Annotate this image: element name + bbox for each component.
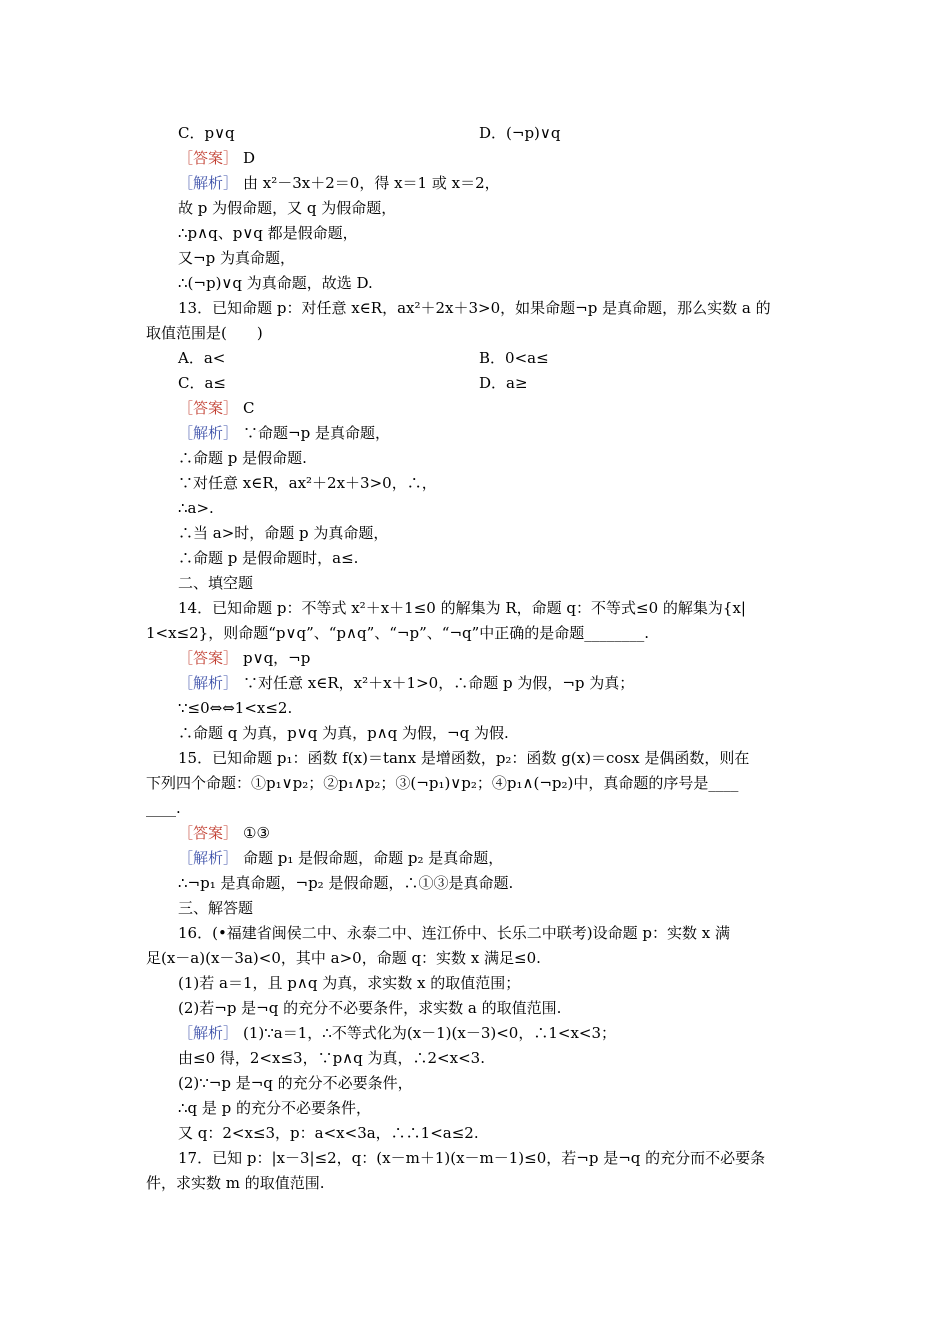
answer-text: p∨q，¬p [243, 649, 311, 667]
analysis-tag: ［解析］ [178, 174, 239, 192]
question-16-part1: (1)若 a＝1，且 p∧q 为真，求实数 x 的取值范围； [178, 974, 521, 992]
analysis-text: 命题 p₁ 是假命题，命题 p₂ 是真命题， [243, 849, 504, 867]
question-15-cont: ____. [146, 799, 181, 817]
analysis-text: ∴命题 p 是假命题时，a≤. [178, 549, 359, 567]
analysis-text: ∵对任意 x∈R，ax²＋2x＋3>0，∴， [178, 474, 437, 492]
analysis-tag: ［解析］ [178, 424, 239, 442]
analysis-text: ∵≤0⇔⇔1<x≤2. [178, 699, 293, 717]
analysis-text: ∴a>. [178, 499, 214, 517]
question-15: 15．已知命题 p₁：函数 f(x)＝tanx 是增函数，p₂：函数 g(x)＝cosx 是偶函数，则在 [178, 749, 750, 767]
answer-tag: ［答案］ [178, 824, 239, 842]
analysis-text: 由 x²－3x＋2＝0，得 x＝1 或 x＝2， [243, 174, 500, 192]
question-15-cont: 下列四个命题：①p₁∨p₂；②p₁∧p₂；③(¬p₁)∨p₂；④p₁∧(¬p₂)中，真命题的序号是____ [146, 774, 739, 792]
option-d: D．a≥ [479, 374, 528, 392]
analysis-text: (1)∵a＝1，∴不等式化为(x－1)(x－3)<0，∴1<x<3； [243, 1024, 617, 1042]
analysis-text: ∴p∧q、p∨q 都是假命题， [178, 224, 358, 242]
question-14-cont: 1<x≤2}，则命题“p∨q”、“p∧q”、“¬p”、“¬q”中正确的是命题________. [146, 624, 650, 642]
analysis-text: ∵命题¬p 是真命题， [243, 424, 390, 442]
analysis-text: ∴命题 q 为真，p∨q 为真，p∧q 为假，¬q 为假. [178, 724, 509, 742]
analysis-text: ∴¬p₁ 是真命题，¬p₂ 是假命题，∴①③是真命题. [178, 874, 514, 892]
analysis-text: ∴当 a>时，命题 p 为真命题， [178, 524, 389, 542]
question-13: 13．已知命题 p：对任意 x∈R，ax²＋2x＋3>0，如果命题¬p 是真命题，那么实数 a 的 [178, 299, 771, 317]
question-17-cont: 件，求实数 m 的取值范围. [146, 1174, 325, 1192]
analysis-text: (2)∵¬p 是¬q 的充分不必要条件， [178, 1074, 413, 1092]
analysis-text: ∴q 是 p 的充分不必要条件， [178, 1099, 372, 1117]
option-c: C．p∨q [178, 124, 235, 142]
option-a: A．a< [178, 349, 226, 367]
answer-text: C [243, 399, 255, 417]
answer-text: ①③ [243, 824, 270, 842]
analysis-text: ∴命题 p 是假命题. [178, 449, 307, 467]
section-heading: 三、解答题 [178, 899, 254, 917]
analysis-text: 由≤0 得，2<x≤3，∵p∧q 为真，∴2<x<3. [178, 1049, 485, 1067]
analysis-text: 又 q：2<x≤3，p：a<x<3a，∴∴1<a≤2. [178, 1124, 479, 1142]
analysis-text: ∵对任意 x∈R，x²＋x＋1>0，∴命题 p 为假，¬p 为真； [243, 674, 635, 692]
question-16-cont: 足(x－a)(x－3a)<0，其中 a>0，命题 q：实数 x 满足≤0. [146, 949, 541, 967]
analysis-text: ∴(¬p)∨q 为真命题，故选 D. [178, 274, 373, 292]
question-14: 14．已知命题 p：不等式 x²＋x＋1≤0 的解集为 R，命题 q：不等式≤0 的解集为{x| [178, 599, 746, 617]
answer-tag: ［答案］ [178, 149, 239, 167]
option-d: D．(¬p)∨q [479, 124, 561, 142]
answer-tag: ［答案］ [178, 649, 239, 667]
analysis-text: 又¬p 为真命题， [178, 249, 295, 267]
question-16-part2: (2)若¬p 是¬q 的充分不必要条件，求实数 a 的取值范围. [178, 999, 562, 1017]
option-b: B．0<a≤ [479, 349, 549, 367]
analysis-text: 故 p 为假命题，又 q 为假命题， [178, 199, 397, 217]
option-c: C．a≤ [178, 374, 226, 392]
answer-tag: ［答案］ [178, 399, 239, 417]
analysis-tag: ［解析］ [178, 849, 239, 867]
analysis-tag: ［解析］ [178, 1024, 239, 1042]
question-13-cont: 取值范围是( ) [146, 324, 263, 342]
question-17: 17．已知 p：|x－3|≤2，q：(x－m＋1)(x－m－1)≤0，若¬p 是¬q 的充分而不必要条 [178, 1149, 766, 1167]
question-16: 16．(•福建省闽侯二中、永泰二中、连江侨中、长乐二中联考)设命题 p：实数 x 满 [178, 924, 731, 942]
answer-text: D [243, 149, 256, 167]
section-heading: 二、填空题 [178, 574, 254, 592]
analysis-tag: ［解析］ [178, 674, 239, 692]
